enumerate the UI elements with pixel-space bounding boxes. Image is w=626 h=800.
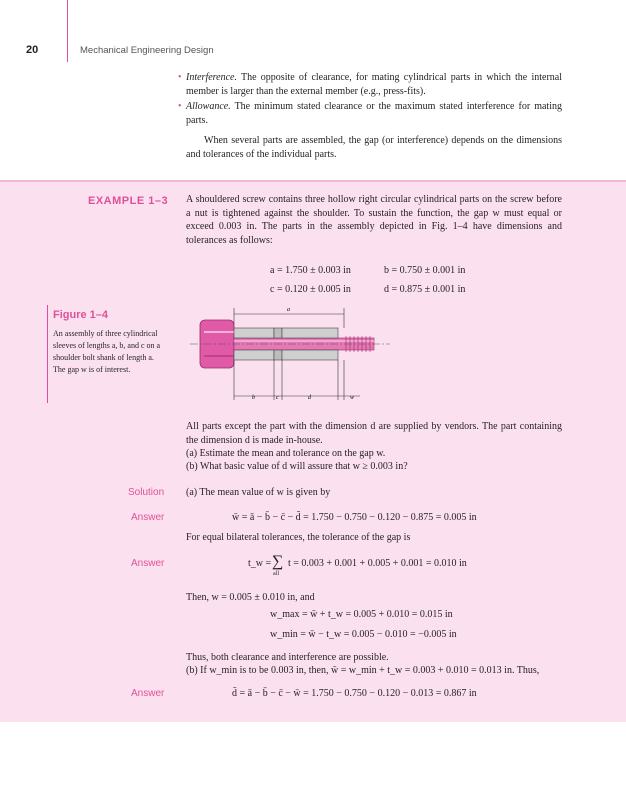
question-b: (b) What basic value of d will assure that w ≥ 0.003 in? <box>186 461 408 472</box>
dim-label-a: a <box>287 307 290 313</box>
assembly-paragraph: When several parts are assembled, the gap (or interference) depends on the dimensions and tolerances of the individual parts. <box>186 135 562 160</box>
solution-label: Solution <box>128 487 165 498</box>
dim-label-c: c <box>276 395 279 401</box>
dim-label-d: d <box>308 395 311 401</box>
equal-bilateral-text: For equal bilateral tolerances, the tolerance of the gap is <box>186 532 411 543</box>
sleeve-b <box>234 328 274 338</box>
thus-text: Thus, both clearance and interference are possible. <box>186 652 389 663</box>
eq-tol-lhs: t_w = <box>248 558 272 569</box>
question-a: (a) Estimate the mean and tolerance on the gap w. <box>186 448 386 459</box>
answer-label: Answer <box>131 688 165 699</box>
eq-tol-rhs: t = 0.003 + 0.001 + 0.005 + 0.001 = 0.010 in <box>288 558 467 569</box>
eq-d: d̄ = ā − b̄ − c̄ − w̄ = 1.750 − 0.750 − 0.120 − 0.013 = 0.867 in <box>232 688 477 699</box>
dim-a: a = 1.750 ± 0.003 in <box>270 265 351 276</box>
interference-paragraph <box>186 71 562 98</box>
allowance-term: Allowance. <box>186 101 231 112</box>
header-rule <box>67 0 68 62</box>
eq-wmax: w_max = w̄ + t_w = 0.005 + 0.010 = 0.015 in <box>270 609 453 620</box>
sleeve-d <box>282 328 338 338</box>
eq-wmin: w_min = w̄ − t_w = 0.005 − 0.010 = −0.005 in <box>270 629 457 640</box>
figure-label: Figure 1–4 <box>53 309 109 321</box>
sum-symbol: ∑ <box>272 553 284 570</box>
running-title: Mechanical Engineering Design <box>80 45 214 56</box>
figure-caption: An assembly of three cylindrical sleeves of lengths a, b, and c on a shoulder bolt shank of length a. The gap w is of interest. <box>53 329 161 374</box>
allowance-paragraph <box>186 100 562 127</box>
dim-d: d = 0.875 ± 0.001 in <box>384 284 466 295</box>
interference-text: The opposite of clearance, for mating cylindrical parts in which the internal member is larger than the external member (e.g., press-fits). <box>186 72 563 97</box>
then-text: Then, w = 0.005 ± 0.010 in, and <box>186 592 315 603</box>
eq-mean: w̄ = ā − b̄ − c̄ − d̄ = 1.750 − 0.750 − 0.120 − 0.875 = 0.005 in <box>232 512 477 523</box>
dim-b: b = 0.750 ± 0.001 in <box>384 265 466 276</box>
after-figure-text: All parts except the part with the dimension d are supplied by vendors. The part containing the dimension d is made in-house. <box>186 421 562 446</box>
bullet-icon: • <box>178 101 182 112</box>
interference-term: Interference. <box>186 72 237 83</box>
figure-rule <box>47 305 48 403</box>
sum-subscript: all <box>273 571 279 577</box>
dim-label-b: b <box>252 395 255 401</box>
allowance-text: The minimum stated clearance or the maximum stated interference for mating parts. <box>186 101 562 126</box>
dim-label-w: w <box>350 395 355 401</box>
part-a-intro: (a) The mean value of w is given by <box>186 487 331 498</box>
example-label: EXAMPLE 1–3 <box>88 195 169 207</box>
answer-label: Answer <box>131 558 165 569</box>
page-number: 20 <box>26 44 39 56</box>
example-statement: A shouldered screw contains three hollow right circular cylindrical parts on the screw before a nut is tightened against the shoulder. To sustain the function, the gap w must equal or exceed 0.003 in. The parts in the assembly depicted in Fig. 1–4 have dimensions and tolerances as follows: <box>186 194 562 246</box>
dim-c: c = 0.120 ± 0.005 in <box>270 284 351 295</box>
part-b-text: (b) If w_min is to be 0.003 in, then, w̄ = w_min + t_w = 0.003 + 0.010 = 0.013 in. Thus, <box>186 665 540 676</box>
bullet-icon: • <box>178 72 182 83</box>
answer-label: Answer <box>131 512 165 523</box>
sleeve-c <box>274 328 282 338</box>
shoulder-bolt-figure <box>190 300 410 410</box>
